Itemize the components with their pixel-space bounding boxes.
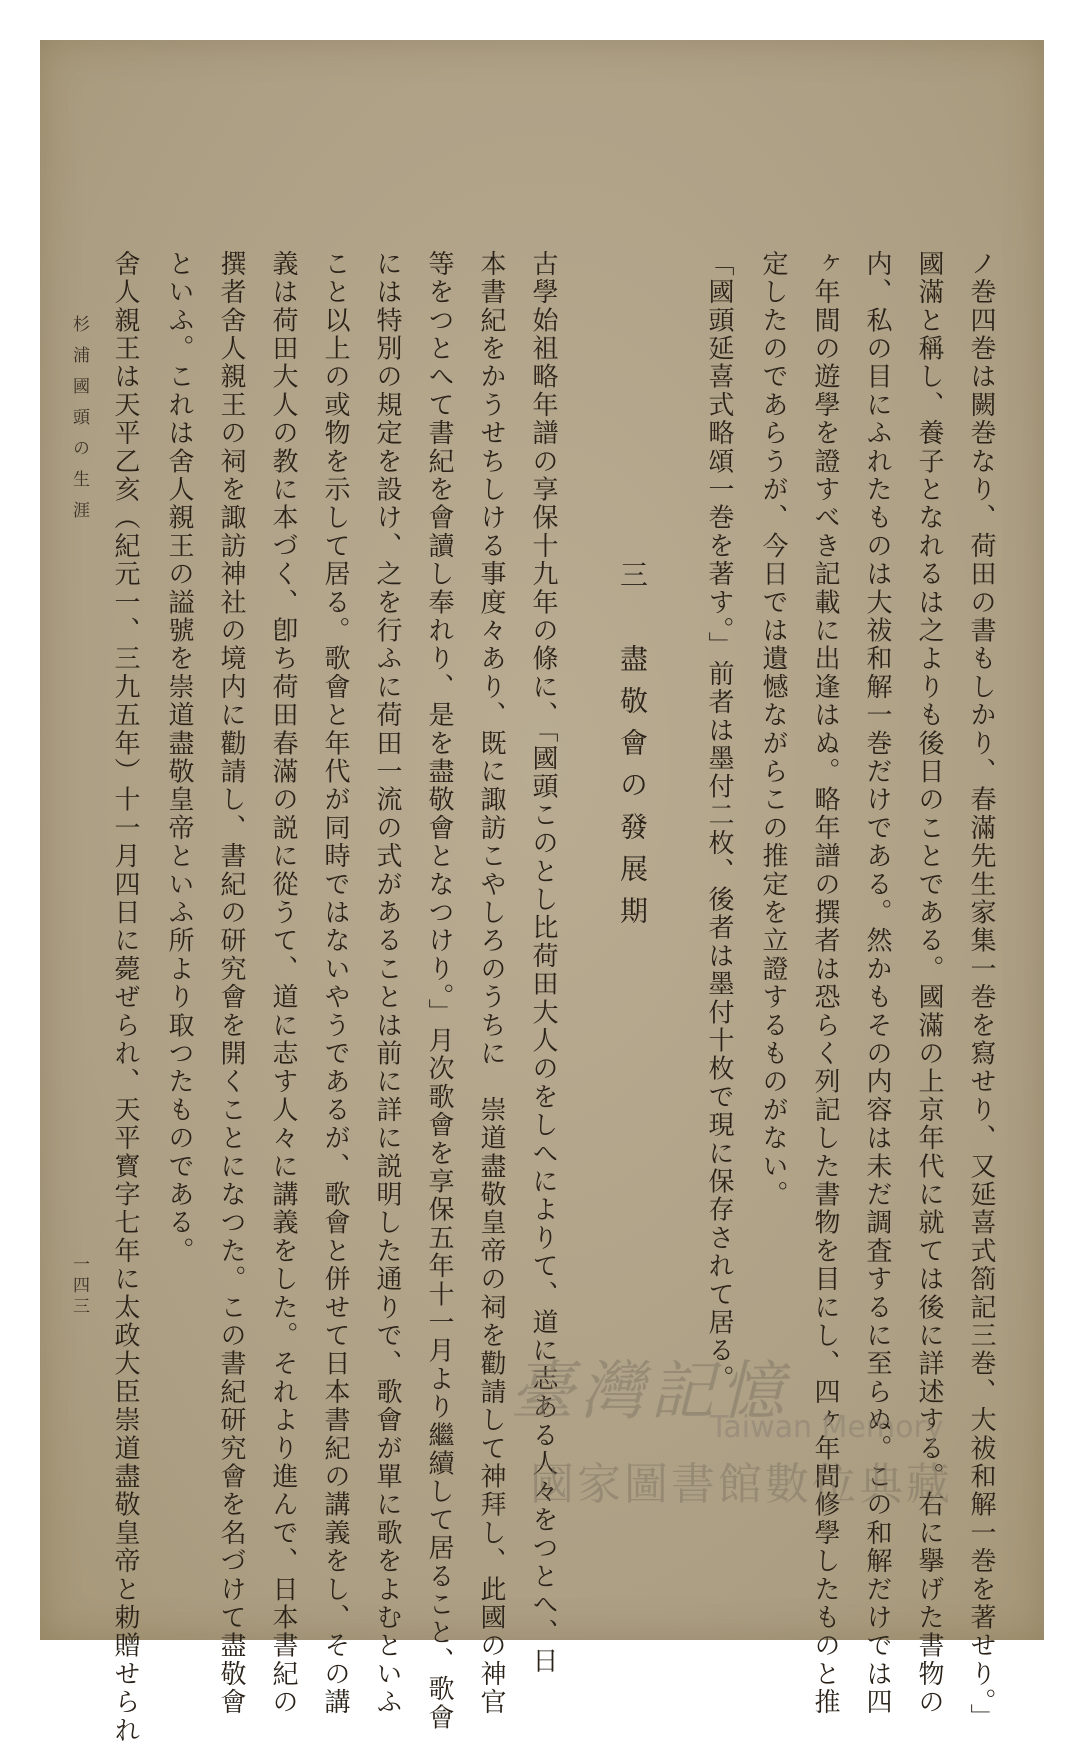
- text-line-2: 國滿と稱し、養子となれるは之よりも後日のことである。國滿の上京年代に就ては後に詳述する。右に擧げた書物の: [914, 250, 944, 1717]
- text-line-5: 定したのであらうが、今日では遺憾ながらこの推定を立證するものがない。: [758, 250, 788, 1209]
- text-line-9: 等をつとへて書紀を會讀し奉れり、是を盡敬會となつけり。」月次歌會を享保五年十一月より繼續して居ること、歌會: [424, 250, 454, 1732]
- text-line-11: こと以上の或物を示して居る。歌會と年代が同時ではないやうであるが、歌會と併せて日本書紀の講義をし、その講: [320, 250, 350, 1717]
- watermark-subtitle: 國家圖書館數位典藏: [530, 1459, 953, 1510]
- section-heading: 三 盡敬會の發展期: [616, 560, 649, 938]
- text-line-4: ヶ年間の遊學を證すべき記載に出逢はぬ。略年譜の撰者は恐らく列記した書物を目にし、四ヶ年間修學したものと推: [810, 250, 840, 1717]
- watermark-english: Taiwan Memory: [710, 1410, 944, 1445]
- watermark-title: 臺灣記憶: [510, 1355, 790, 1429]
- text-line-15: 舍人親王は天平乙亥（紀元一、三九五年）十一月四日に薨ぜられ、天平寳字七年に太政大臣崇道盡敬皇帝と勅贈せられ: [110, 250, 140, 1745]
- text-line-6: 「國頭延喜式略頌一巻を著す。」前者は墨付二枚、後者は墨付十枚で現に保存されて居る。: [704, 250, 734, 1394]
- text-line-13: 撰者舍人親王の祠を諏訪神社の境内に勸請し、書紀の研究會を開くことになつた。この書紀研究會を名づけて盡敬會: [216, 250, 246, 1717]
- text-line-3: 内、私の目にふれたものは大祓和解一巻だけである。然かもその内容は未だ調査するに至らぬ。この和解だけでは四: [862, 250, 892, 1717]
- text-line-12: 義は荷田大人の教に本づく、卽ち荷田春滿の説に從うて、道に志す人々に講義をした。それより進んで、日本書紀の: [268, 250, 298, 1717]
- running-footer: 杉浦國頭の生涯: [69, 315, 89, 532]
- text-line-1: ノ巻四巻は闕巻なり、荷田の書もしかり、春滿先生家集一巻を寫せり、又延喜式箚記三巻、大祓和解一巻を著せり。」: [966, 250, 996, 1732]
- text-line-8: 本書紀をかうせちしける事度々あり、既に諏訪こやしろのうちに 崇道盡敬皇帝の祠を勸請して神拜し、此國の神官: [476, 250, 506, 1717]
- text-line-7: 古學始祖略年譜の享保十九年の條に、「國頭このとし比荷田大人のをしへによりて、道に志ある人々をつとへ、日: [528, 250, 558, 1676]
- page-number: 一四三: [69, 1255, 89, 1318]
- book-page: [40, 40, 1044, 1745]
- text-line-14: といふ。これは舍人親王の謚號を崇道盡敬皇帝といふ所より取つたものである。: [164, 250, 194, 1266]
- text-line-10: には特別の規定を設け、之を行ふに荷田一流の式があることは前に詳に説明した通りで、歌會が單に歌をよむといふ: [372, 250, 402, 1717]
